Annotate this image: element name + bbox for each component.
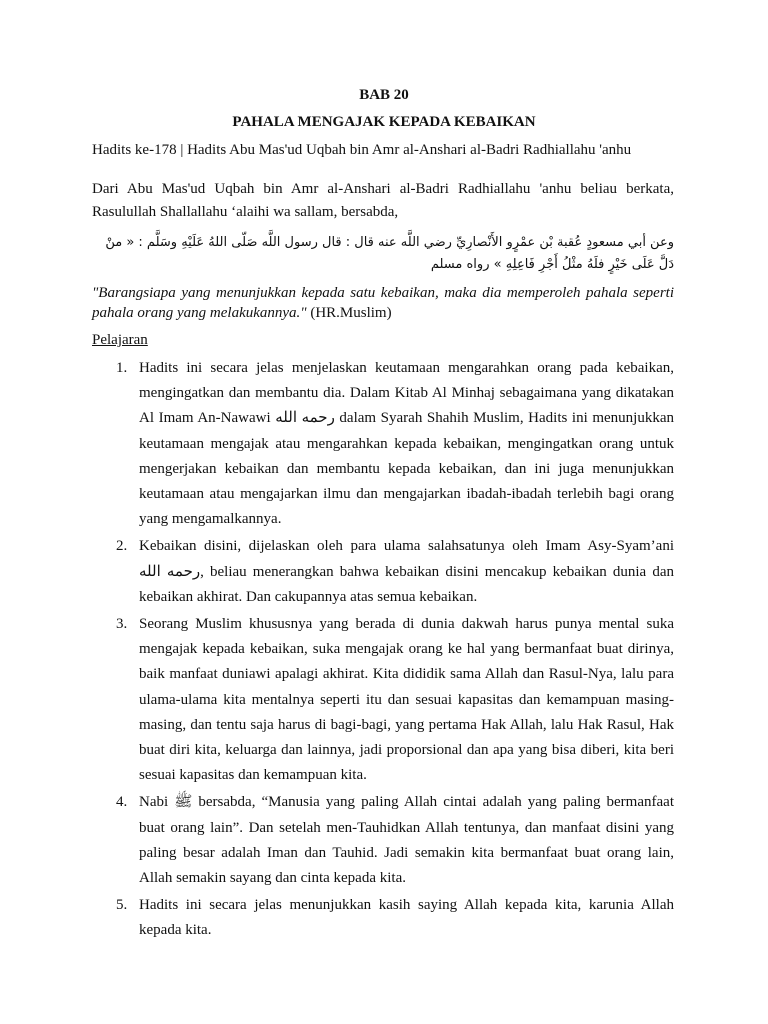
arabic-hadith-text: وعن أبي مسعودٍ عُقبة بْن عمْرٍو الأَنْصارِيِّ رضي اللَّه عنه قال : قال رسول اللَّه صَلّى اللهُ عَلَيْهِ وسَلَّم : « منْ دَلَّ عَلَى خَيْرٍ فلَهُ مثْلُ أَجْرِ فَاعِلِهِ » رواه مسلم (105, 235, 674, 272)
list-item-text: Hadits ini secara jelas menunjukkan kasih saying Allah kepada kita, karunia Allah kepada kita. (139, 897, 674, 939)
list-item-text: Hadits ini secara jelas menjelaskan keutamaan mengarahkan orang pada kebaikan, mengingatkan dan membantu dia. Dalam Kitab Al Minhaj sebagaimana yang dikatakan Al Imam An-Nawawi رحمه الله dalam Syarah Shahih Muslim, Hadits ini menunjukkan keutamaan mengajak atau mengarahkan kepada kebaikan, mengingatkan orang untuk mengerjakan kebaikan dan membantu kepada kebaikan, dan ini juga menunjukkan keutamaan atau mengajarkan ilmu dan mengajarkan ibadah-ibadah terlebih bagi orang yang mengamalkannya. (139, 360, 675, 528)
chapter-heading: BAB 20 (359, 87, 409, 103)
list-item-text: Kebaikan disini, dijelaskan oleh para ulama salahsatunya oleh Imam Asy-Syam’ani رحمه الله, beliau menerangkan bahwa kebaikan disini mencakup kebaikan dunia dan kebaikan akhirat. Dan cakupannya atas semua kebaikan. (139, 538, 674, 605)
list-item (92, 612, 674, 788)
page-title: PAHALA MENGAJAK KEPADA KEBAIKAN (232, 114, 536, 130)
translation-quote: "Barangsiapa yang menunjukkan kepada satu kebaikan, maka dia memperoleh pahala seperti pahala orang yang melakukannya." (92, 285, 674, 321)
list-item (92, 356, 674, 532)
list-item (92, 534, 674, 610)
list-item-text: Nabi ﷺ bersabda, “Manusia yang paling Allah cintai adalah yang paling bermanfaat buat orang lain”. Dan setelah men-Tauhidkan Allah tentunya, dan manfaat disini yang paling besar adalah Iman dan Tauhid. Jadi semakin kita bermanfaat buat orang lain, Allah semakin sayang dan cinta kepada kita. (139, 794, 674, 887)
hadith-reference: Hadits ke-178 | Hadits Abu Mas'ud Uqbah bin Amr al-Anshari al-Badri Radhiallahu 'anhu (92, 142, 632, 158)
list-item-number: 1. (116, 360, 128, 376)
list-item (92, 893, 674, 943)
lessons-heading: Pelajaran (92, 332, 148, 348)
list-item-number: 5. (116, 897, 128, 914)
translation-paragraph (92, 283, 674, 323)
translation-source: (HR.Muslim) (310, 305, 392, 321)
intro-paragraph: Dari Abu Mas'ud Uqbah bin Amr al-Anshari al-Badri Radhiallahu 'anhu beliau berkata, Rasulullah Shallallahu ‘alaihi wa sallam, bersabda, (92, 181, 674, 220)
list-item-text: Seorang Muslim khususnya yang berada di dunia dakwah harus punya mental suka mengajak kepada kebaikan, suka mengajak orang ke hal yang bermanfaat buat dirinya, baik manfaat duniawi apalagi akhirat. Kita dididik sama Allah dan Rasul-Nya, lalu para ulama-ulama kita mentalnya seperti itu dan sesuai kapasitas dan kemampuan masing-masing, dan tentu saja harus di bagi-bagi, yang pertama Hak Allah, lalu Hak Rasul, Hak buat diri kita, keluarga dan lainnya, jadi proporsional dan apa yang bisa diberi, kita beri sesuai kapasitas dan kemampuan kita. (139, 616, 674, 784)
list-item-number: 3. (116, 616, 128, 633)
list-item-number: 4. (116, 794, 128, 811)
list-item-number: 2. (116, 538, 128, 555)
lessons-list (92, 356, 674, 946)
list-item (92, 790, 674, 891)
